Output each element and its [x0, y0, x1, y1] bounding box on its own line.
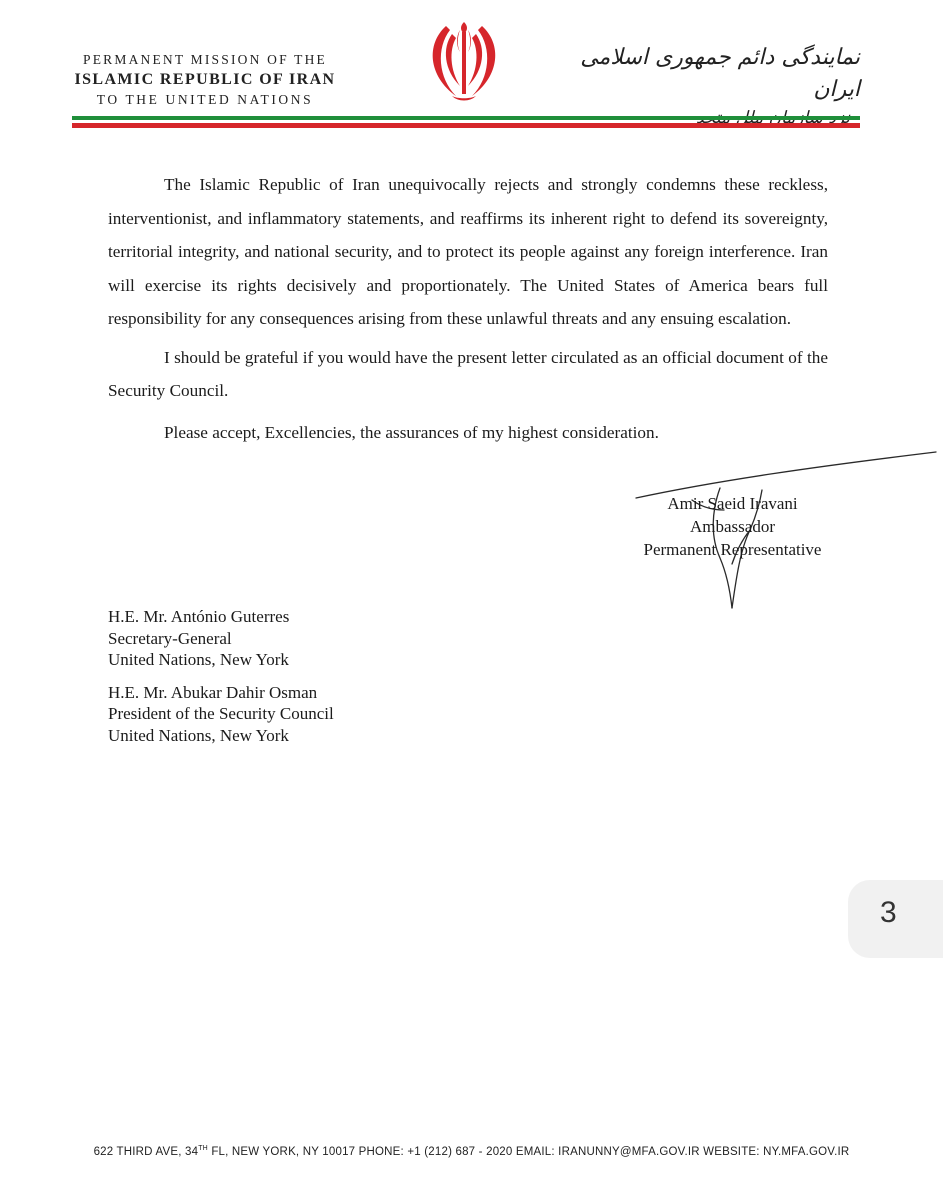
closing-line: Please accept, Excellencies, the assurances of my highest consideration. [164, 422, 659, 442]
body-paragraph-1: The Islamic Republic of Iran unequivocally rejects and strongly condemns these reckless, interventionist, and inflammatory statements, and reaffirms its inherent right to defend its sovereignty, territorial integrity, and national security, and to protect its people against any foreign interference. Iran will exercise its rights decisively and proportionately. The United States of America bears full responsibility for any consequences arising from these unlawful threats and any ensuing escalation. [108, 175, 828, 328]
footer-address-post: FL, NEW YORK, NY 10017 PHONE: +1 (212) 687 - 2020 EMAIL: IRANUNNY@MFA.GOV.IR WEBSITE: NY.MFA.GOV.IR [207, 1145, 850, 1158]
letterhead-line-2: ISLAMIC REPUBLIC OF IRAN [74, 71, 336, 88]
recipient-location: United Nations, New York [108, 725, 289, 745]
letterhead-stripes [72, 116, 860, 128]
letterhead-line-1: PERMANENT MISSION OF THE [83, 52, 327, 67]
red-stripe [72, 123, 860, 128]
letterhead-footer [0, 1145, 943, 1158]
recipient-title: Secretary-General [108, 628, 232, 648]
page-number-tab[interactable] [848, 880, 943, 958]
recipient-location: United Nations, New York [108, 650, 289, 669]
recipient-1 [108, 606, 334, 671]
page-number: 3 [880, 896, 897, 929]
letterhead-persian-line-1: نمایندگی دائم جمهوری اسلامی ایران [580, 45, 860, 102]
signatory-block [630, 492, 835, 561]
recipient-name: H.E. Mr. Abukar Dahir Osman [108, 682, 318, 702]
recipient-title: President of the Security Council [108, 704, 334, 723]
signatory-name: Amir Saeid Iravani [667, 494, 798, 513]
signatory-role: Permanent Representative [643, 540, 822, 559]
recipients [108, 606, 334, 757]
signatory-title: Ambassador [690, 517, 775, 536]
body-paragraph-2: I should be grateful if you would have the present letter circulated as an official document of the Security Council. [108, 347, 828, 400]
recipient-name: H.E. Mr. António Guterres [108, 607, 290, 626]
footer-address-sup: TH [198, 1145, 208, 1152]
letter-body [108, 168, 828, 454]
footer-address-pre: 622 THIRD AVE, 34 [93, 1145, 199, 1158]
letterhead-line-3: TO THE UNITED NATIONS [96, 92, 314, 107]
letterhead-english [60, 50, 350, 110]
recipient-2 [108, 682, 334, 747]
iran-emblem-icon [416, 16, 512, 106]
